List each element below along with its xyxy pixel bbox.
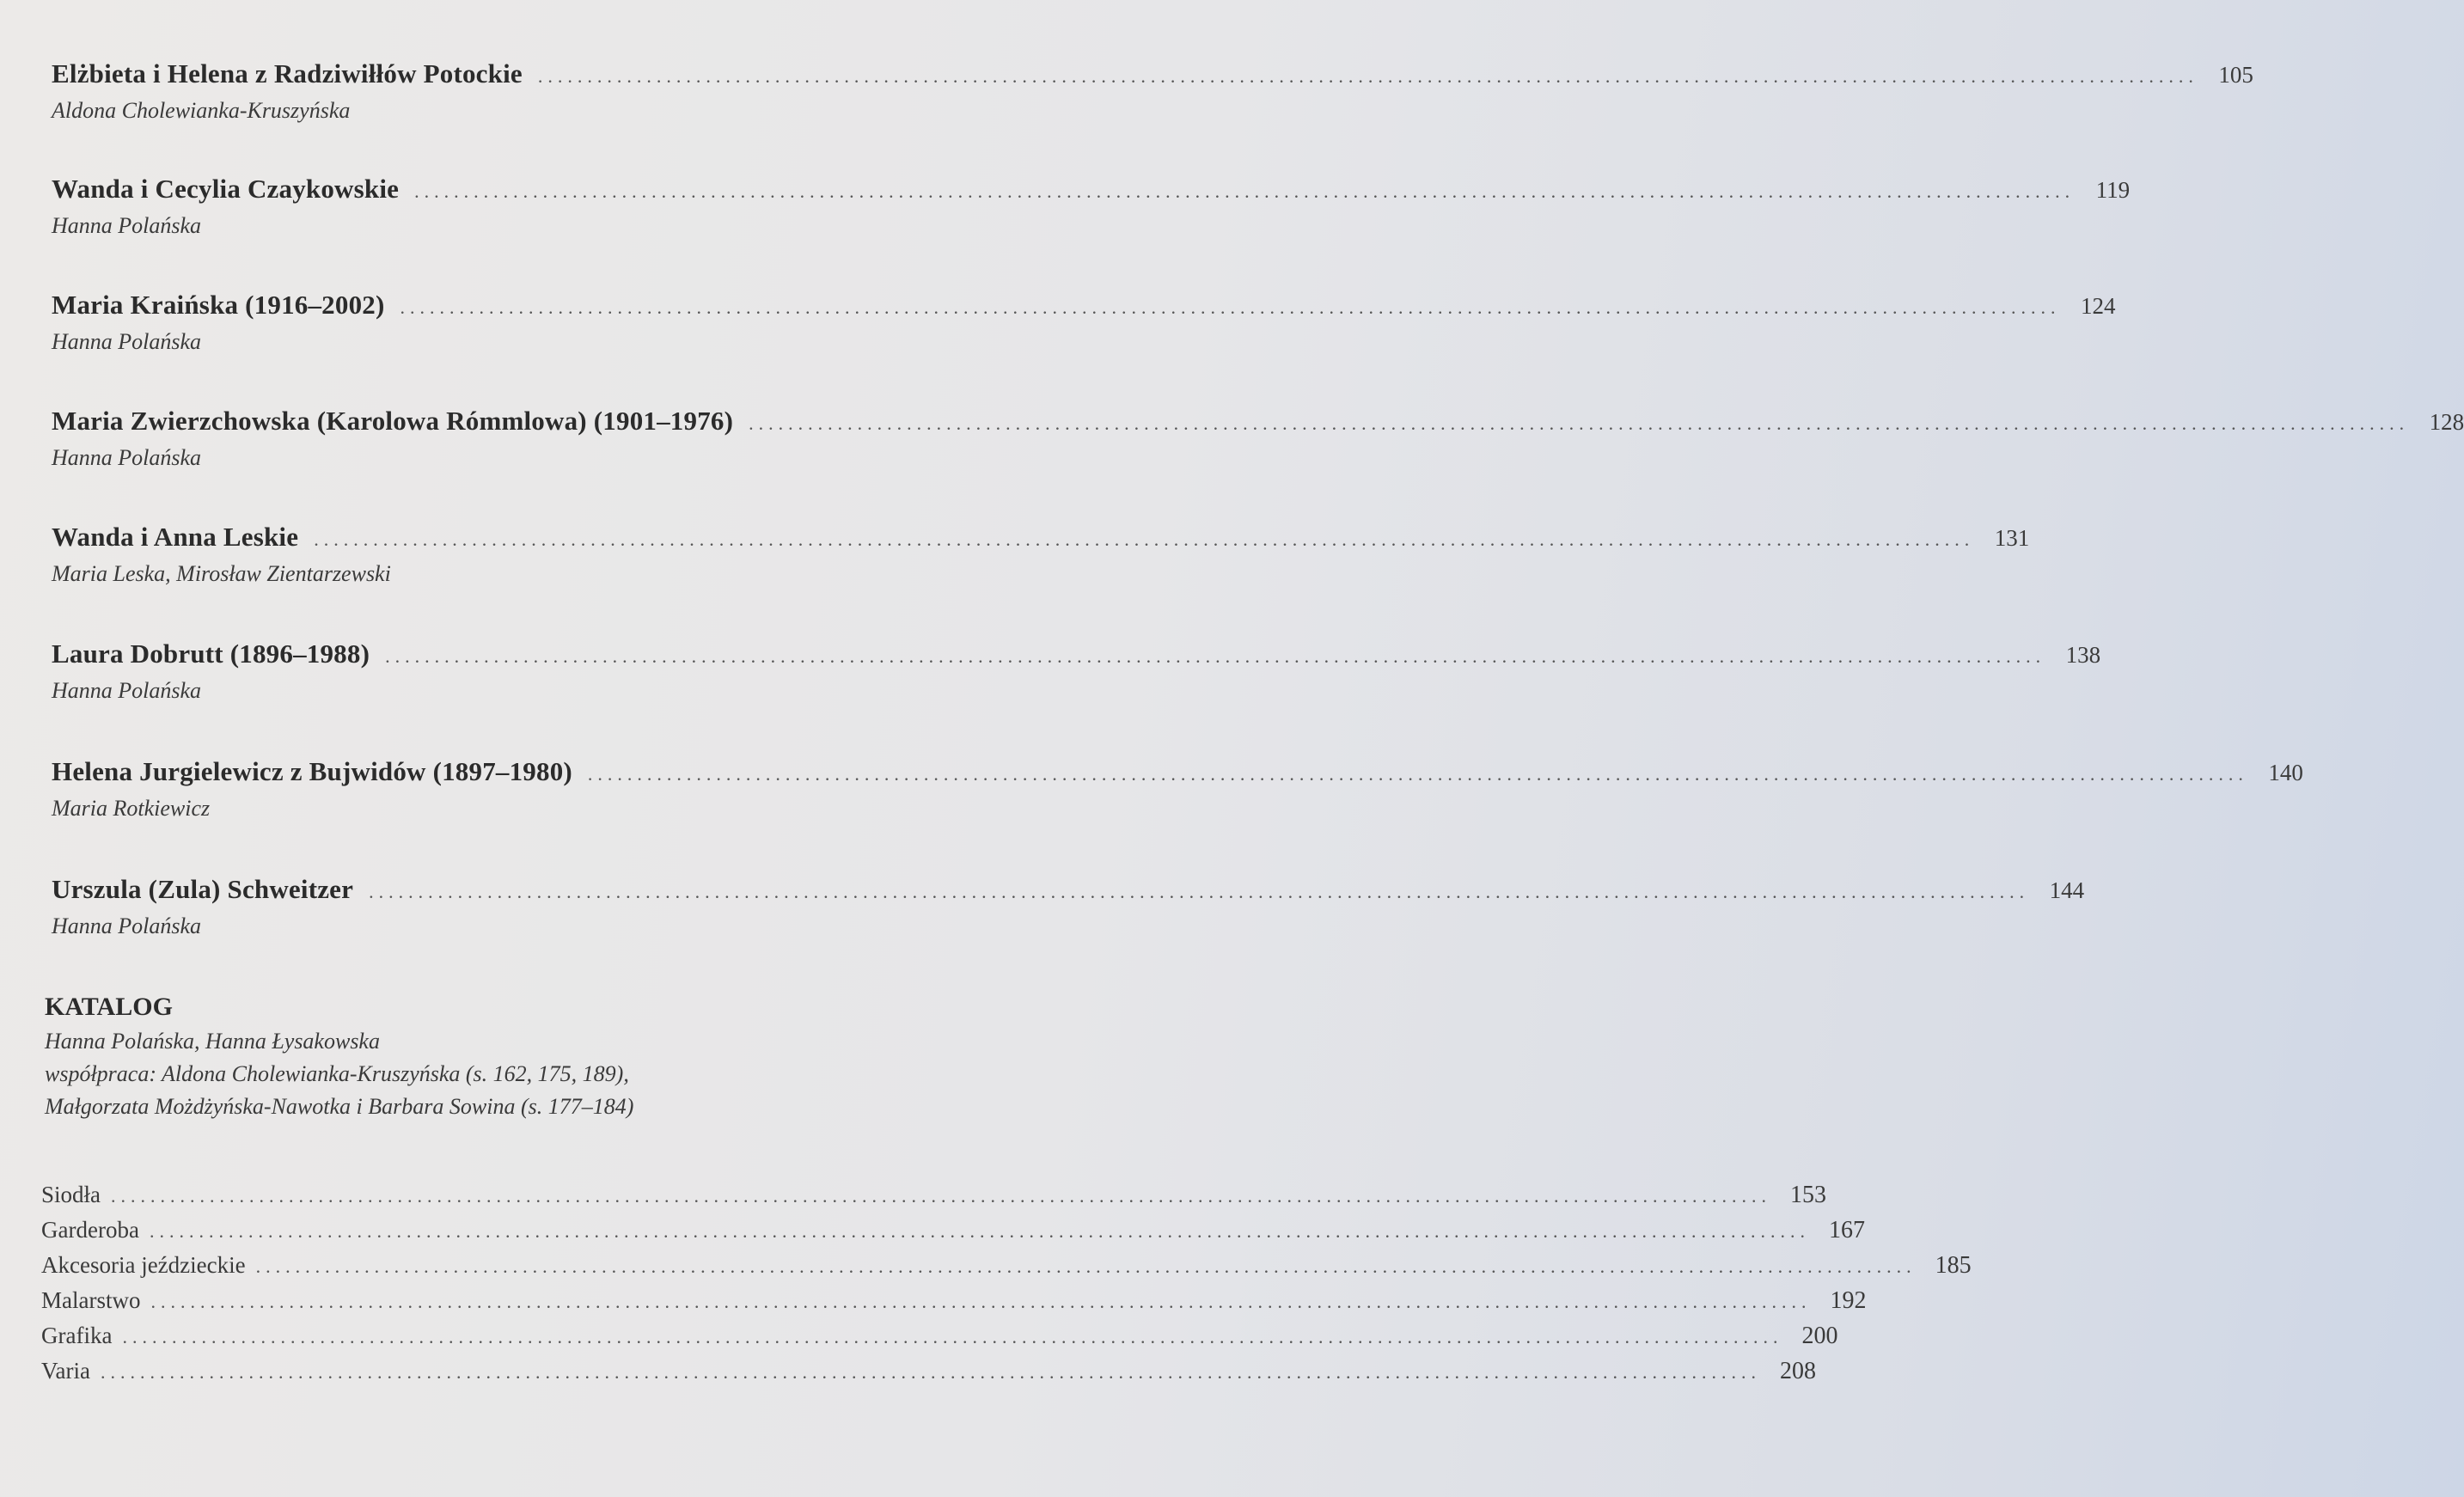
katalog-collaboration-continued: Małgorzata Możdżyńska-Nawotka i Barbara Sowina (s. 177–184) — [45, 1094, 634, 1119]
toc-entry — [52, 406, 2464, 471]
entry-page-number: 124 — [2081, 293, 2116, 319]
entry-page-number: 119 — [2095, 177, 2131, 203]
catalog-item-page-number: 208 — [1779, 1358, 1816, 1384]
catalog-item — [41, 1252, 1972, 1287]
dot-leader: ........................................................................................................................................................................ — [400, 296, 2061, 318]
catalog-item-page-number: 192 — [1830, 1287, 1867, 1314]
entry-author: Maria Rotkiewicz — [52, 796, 211, 821]
dot-leader: ........................................................................................................................................................................ — [314, 529, 1975, 550]
dot-leader: ........................................................................................................................................................................ — [369, 881, 2030, 902]
entry-title: Elżbieta i Helena z Radziwiłłów Potockie — [52, 58, 523, 89]
catalog-item-label: Malarstwo — [41, 1287, 141, 1313]
catalog-item — [41, 1182, 1827, 1217]
catalog-item-label: Garderoba — [41, 1217, 139, 1243]
catalog-item-page-number: 200 — [1801, 1323, 1838, 1349]
catalog-item-page-number: 185 — [1935, 1252, 1972, 1279]
entry-page-number: 144 — [2049, 877, 2085, 903]
toc-entry — [52, 756, 2303, 822]
catalog-item-label: Akcesoria jeździeckie — [41, 1252, 246, 1278]
catalog-item-page-number: 167 — [1828, 1217, 1865, 1243]
katalog-collaboration: współpraca: Aldona Cholewianka-Kruszyńska (s. 162, 175, 189), — [45, 1061, 629, 1086]
katalog-section — [45, 993, 633, 1120]
entry-title: Maria Zwierzchowska (Karolowa Rómmlowa) (1901–1976) — [52, 406, 734, 436]
katalog-authors: Hanna Polańska, Hanna Łysakowska — [45, 1029, 380, 1054]
dot-leader: ........................................................................................................................................................................ — [111, 1185, 1772, 1207]
toc-entry — [52, 522, 2030, 587]
toc-entry — [52, 874, 2085, 939]
catalog-list — [41, 1182, 1972, 1393]
dot-leader: ........................................................................................................................................................................ — [149, 1220, 1810, 1242]
dot-leader: ........................................................................................................................................................................ — [587, 763, 2248, 785]
entry-page-number: 105 — [2218, 62, 2253, 88]
entry-author: Hanna Polańska — [52, 329, 202, 354]
dot-leader: ........................................................................................................................................................................ — [414, 180, 2076, 202]
toc-entry — [52, 58, 2253, 124]
entry-author: Hanna Polańska — [52, 913, 202, 938]
entry-author: Hanna Polańska — [52, 445, 202, 470]
entry-page-number: 128 — [2429, 409, 2464, 435]
entry-title: Laura Dobrutt (1896–1988) — [52, 639, 370, 669]
entry-title: Wanda i Anna Leskie — [52, 522, 299, 552]
entry-title: Helena Jurgielewicz z Bujwidów (1897–1980) — [52, 756, 572, 786]
katalog-heading: KATALOG — [45, 993, 173, 1021]
dot-leader: ........................................................................................................................................................................ — [255, 1256, 1917, 1277]
catalog-item — [41, 1217, 1865, 1252]
entry-author: Aldona Cholewianka-Kruszyńska — [52, 98, 351, 123]
entry-page-number: 140 — [2268, 760, 2303, 785]
dot-leader: ........................................................................................................................................................................ — [150, 1291, 1812, 1312]
entry-page-number: 131 — [1994, 525, 2030, 551]
dot-leader: ........................................................................................................................................................................ — [749, 412, 2410, 434]
dot-leader: ........................................................................................................................................................................ — [100, 1361, 1761, 1383]
catalog-item-label: Siodła — [41, 1182, 101, 1207]
toc-entry — [52, 290, 2116, 355]
entry-title: Maria Kraińska (1916–2002) — [52, 290, 385, 320]
catalog-item-label: Varia — [41, 1358, 90, 1384]
entry-author: Maria Leska, Mirosław Zientarzewski — [52, 561, 391, 586]
entry-author: Hanna Polańska — [52, 678, 202, 703]
entry-title: Urszula (Zula) Schweitzer — [52, 874, 354, 904]
catalog-item — [41, 1323, 1838, 1358]
dot-leader: ........................................................................................................................................................................ — [537, 65, 2198, 87]
entry-page-number: 138 — [2065, 642, 2101, 668]
catalog-item — [41, 1287, 1867, 1323]
entry-author: Hanna Polańska — [52, 213, 202, 238]
dot-leader: ........................................................................................................................................................................ — [385, 645, 2046, 667]
toc-entry — [52, 639, 2101, 704]
dot-leader: ........................................................................................................................................................................ — [122, 1326, 1783, 1347]
entry-title: Wanda i Cecylia Czaykowskie — [52, 174, 400, 204]
catalog-item-label: Grafika — [41, 1323, 113, 1348]
toc-entry — [52, 174, 2131, 239]
catalog-item — [41, 1358, 1816, 1393]
catalog-item-page-number: 153 — [1790, 1182, 1827, 1208]
